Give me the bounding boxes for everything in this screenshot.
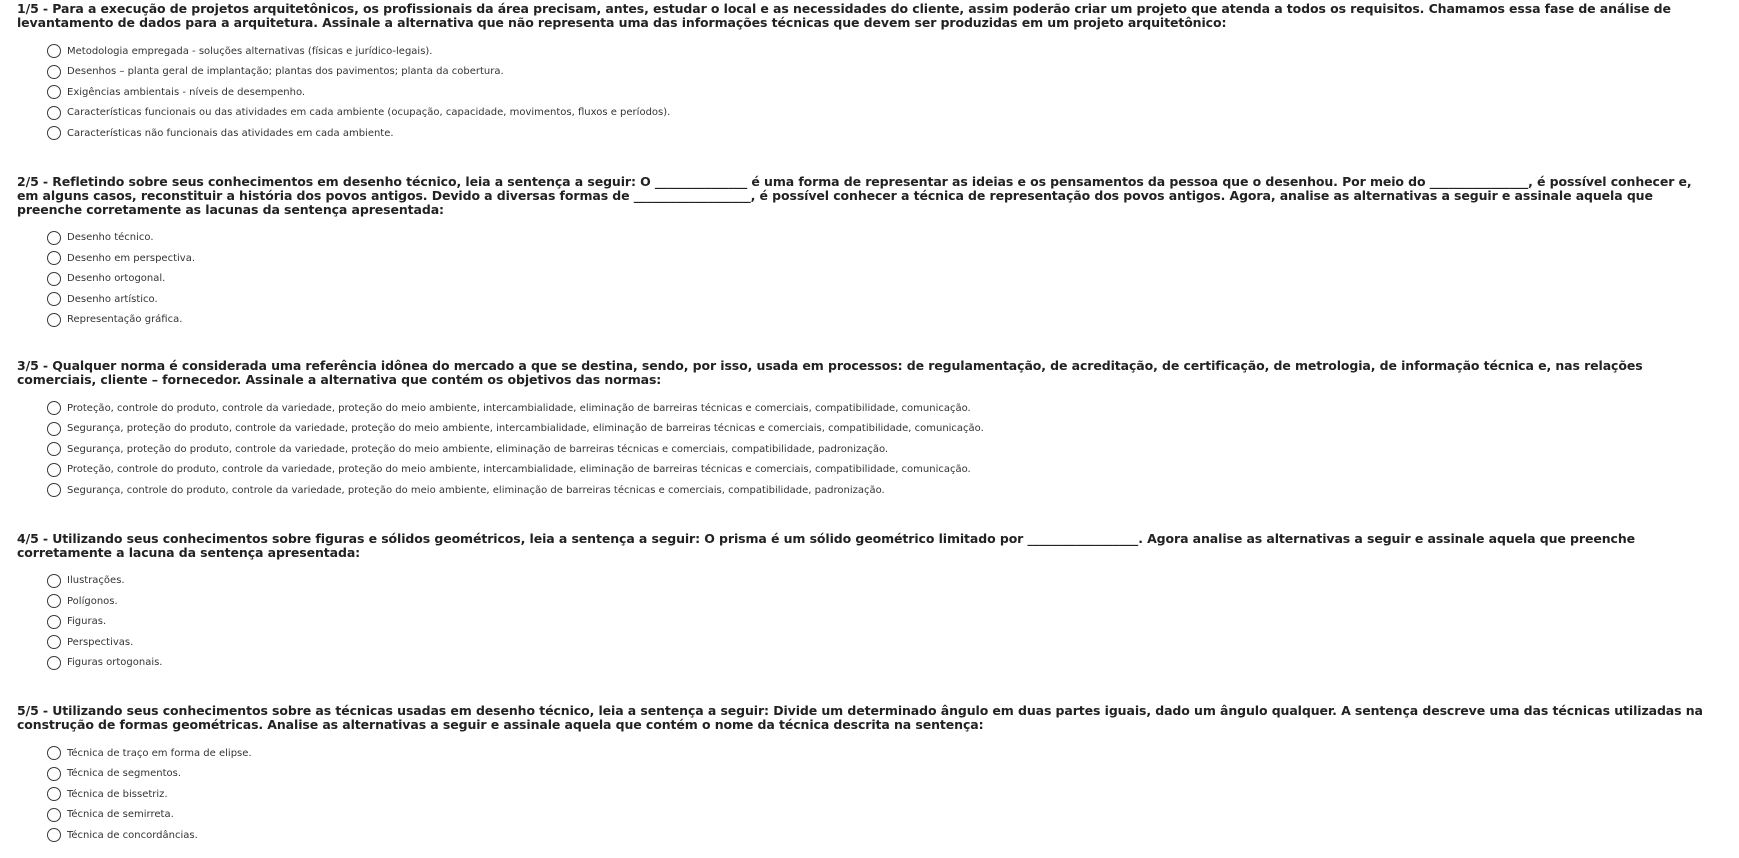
question-1 bbox=[17, 2, 1717, 144]
question-5-option-c[interactable] bbox=[47, 784, 1717, 805]
question-2-text: 2/5 - Refletindo sobre seus conhecimentos em desenho técnico, leia a sentença a seguir: O _______________ é uma forma de representar as ideias e os pensamentos da pessoa que o desenhou. Por meio do ________________, é possível conhecer e, em alguns casos, reconstituir a história dos povos antigos. Devido a diversas formas de ___________________, é possível conhecer a técnica de representação dos povos antigos. Agora, analise as alternativas a seguir e assinale aquela que preenche corretamente as lacunas da sentença apresentada: bbox=[17, 173, 1692, 217]
radio-button[interactable] bbox=[47, 401, 61, 415]
radio-button[interactable] bbox=[47, 65, 61, 79]
option-label[interactable]: Técnica de concordâncias. bbox=[67, 829, 198, 841]
radio-button[interactable] bbox=[47, 106, 61, 120]
question-3-option-b[interactable] bbox=[47, 419, 1717, 440]
option-label[interactable]: Características não funcionais das atividades em cada ambiente. bbox=[67, 127, 394, 139]
option-label[interactable]: Representação gráfica. bbox=[67, 314, 183, 326]
radio-button[interactable] bbox=[47, 574, 61, 588]
question-4-text: 4/5 - Utilizando seus conhecimentos sobre figuras e sólidos geométricos, leia a sentença a seguir: O prisma é um sólido geométrico limitado por __________________. Agora analise as alternativas a seguir e assinale aquela que preenche corretamente a lacuna da sentença apresentada: bbox=[17, 530, 1635, 560]
option-label[interactable]: Técnica de semirreta. bbox=[67, 809, 174, 821]
question-1-option-c[interactable] bbox=[47, 82, 1717, 103]
option-label[interactable]: Ilustrações. bbox=[67, 575, 125, 587]
option-label[interactable]: Características funcionais ou das atividades em cada ambiente (ocupação, capacidade, movimentos, fluxos e períodos). bbox=[67, 107, 671, 119]
question-2-option-b[interactable] bbox=[47, 248, 1717, 269]
radio-button[interactable] bbox=[47, 85, 61, 99]
question-5 bbox=[17, 704, 1717, 846]
radio-button[interactable] bbox=[47, 231, 61, 245]
question-3-option-c[interactable] bbox=[47, 439, 1717, 460]
radio-button[interactable] bbox=[47, 463, 61, 477]
question-4-options bbox=[17, 571, 1717, 674]
question-2-option-e[interactable] bbox=[47, 310, 1717, 331]
option-label[interactable]: Exigências ambientais - níveis de desempenho. bbox=[67, 86, 306, 98]
question-3-text: 3/5 - Qualquer norma é considerada uma referência idônea do mercado a que se destina, sendo, por isso, usada em processos: de regulamentação, de acreditação, de certificação, de metrologia, de informação técnica e, nas relações comerciais, cliente – fornecedor. Assinale a alternativa que contém os objetivos das normas: bbox=[17, 358, 1643, 387]
question-2 bbox=[17, 175, 1717, 331]
question-4-option-e[interactable] bbox=[47, 653, 1717, 674]
option-label[interactable]: Figuras. bbox=[67, 616, 107, 628]
question-1-option-b[interactable] bbox=[47, 62, 1717, 83]
question-1-options bbox=[17, 41, 1717, 144]
radio-button[interactable] bbox=[47, 422, 61, 436]
option-label[interactable]: Desenho técnico. bbox=[67, 232, 154, 244]
radio-button[interactable] bbox=[47, 272, 61, 286]
question-2-option-c[interactable] bbox=[47, 269, 1717, 290]
option-label[interactable]: Proteção, controle do produto, controle da variedade, proteção do meio ambiente, intercambialidade, eliminação de barreiras técnicas e comerciais, compatibilidade, comunicação. bbox=[67, 464, 971, 476]
option-label[interactable]: Perspectivas. bbox=[67, 636, 134, 648]
question-3-option-a[interactable] bbox=[47, 398, 1717, 419]
question-2-option-a[interactable] bbox=[47, 228, 1717, 249]
radio-button[interactable] bbox=[47, 746, 61, 760]
radio-button[interactable] bbox=[47, 828, 61, 842]
radio-button[interactable] bbox=[47, 594, 61, 608]
option-label[interactable]: Metodologia empregada - soluções alternativas (físicas e jurídico-legais). bbox=[67, 45, 433, 57]
option-label[interactable]: Segurança, controle do produto, controle da variedade, proteção do meio ambiente, eliminação de barreiras técnicas e comerciais, compatibilidade, padronização. bbox=[67, 484, 885, 496]
radio-button[interactable] bbox=[47, 442, 61, 456]
question-5-options bbox=[17, 743, 1717, 846]
question-5-text: 5/5 - Utilizando seus conhecimentos sobre as técnicas usadas em desenho técnico, leia a sentença a seguir: Divide um determinado ângulo em duas partes iguais, dado um ângulo qualquer. A sentença descreve uma das técnicas utilizadas na construção de formas geométricas. Analise as alternativas a seguir e assinale aquela que contém o nome da técnica descrita na sentença: bbox=[17, 703, 1703, 732]
question-1-option-e[interactable] bbox=[47, 123, 1717, 144]
option-label[interactable]: Desenho ortogonal. bbox=[67, 273, 166, 285]
option-label[interactable]: Figuras ortogonais. bbox=[67, 657, 163, 669]
radio-button[interactable] bbox=[47, 483, 61, 497]
question-4-option-a[interactable] bbox=[47, 571, 1717, 592]
option-label[interactable]: Segurança, proteção do produto, controle da variedade, proteção do meio ambiente, intercambialidade, eliminação de barreiras técnicas e comerciais, compatibilidade, comunicação. bbox=[67, 423, 984, 435]
question-4 bbox=[17, 532, 1717, 674]
option-label[interactable]: Técnica de segmentos. bbox=[67, 768, 182, 780]
question-1-option-d[interactable] bbox=[47, 103, 1717, 124]
radio-button[interactable] bbox=[47, 615, 61, 629]
option-label[interactable]: Polígonos. bbox=[67, 595, 118, 607]
option-label[interactable]: Proteção, controle do produto, controle da variedade, proteção do meio ambiente, intercambialidade, eliminação de barreiras técnicas e comerciais, compatibilidade, comunicação. bbox=[67, 402, 971, 414]
question-3 bbox=[17, 359, 1717, 501]
radio-button[interactable] bbox=[47, 787, 61, 801]
radio-button[interactable] bbox=[47, 635, 61, 649]
question-3-option-e[interactable] bbox=[47, 480, 1717, 501]
question-1-text: 1/5 - Para a execução de projetos arquitetônicos, os profissionais da área precisam, antes, estudar o local e as necessidades do cliente, assim poderão criar um projeto que atenda a todos os requisitos. Chamamos essa fase de análise de levantamento de dados para a arquitetura. Assinale a alternativa que não representa uma das informações técnicas que devem ser produzidas em um projeto arquitetônico: bbox=[17, 1, 1671, 30]
question-4-option-d[interactable] bbox=[47, 632, 1717, 653]
question-2-option-d[interactable] bbox=[47, 289, 1717, 310]
radio-button[interactable] bbox=[47, 313, 61, 327]
option-label[interactable]: Segurança, proteção do produto, controle da variedade, proteção do meio ambiente, eliminação de barreiras técnicas e comerciais, compatibilidade, padronização. bbox=[67, 443, 889, 455]
radio-button[interactable] bbox=[47, 251, 61, 265]
option-label[interactable]: Desenhos – planta geral de implantação; plantas dos pavimentos; planta da cobertura. bbox=[67, 66, 504, 78]
question-4-option-c[interactable] bbox=[47, 612, 1717, 633]
option-label[interactable]: Técnica de bissetriz. bbox=[67, 788, 168, 800]
question-3-options bbox=[17, 398, 1717, 501]
radio-button[interactable] bbox=[47, 44, 61, 58]
option-label[interactable]: Desenho artístico. bbox=[67, 293, 158, 305]
question-3-option-d[interactable] bbox=[47, 460, 1717, 481]
question-5-option-a[interactable] bbox=[47, 743, 1717, 764]
question-4-option-b[interactable] bbox=[47, 591, 1717, 612]
question-5-option-d[interactable] bbox=[47, 805, 1717, 826]
question-2-options bbox=[17, 228, 1717, 331]
radio-button[interactable] bbox=[47, 292, 61, 306]
question-1-option-a[interactable] bbox=[47, 41, 1717, 62]
question-5-option-b[interactable] bbox=[47, 764, 1717, 785]
question-5-option-e[interactable] bbox=[47, 825, 1717, 846]
radio-button[interactable] bbox=[47, 126, 61, 140]
radio-button[interactable] bbox=[47, 808, 61, 822]
option-label[interactable]: Desenho em perspectiva. bbox=[67, 252, 196, 264]
radio-button[interactable] bbox=[47, 656, 61, 670]
option-label[interactable]: Técnica de traço em forma de elipse. bbox=[67, 747, 252, 759]
radio-button[interactable] bbox=[47, 767, 61, 781]
